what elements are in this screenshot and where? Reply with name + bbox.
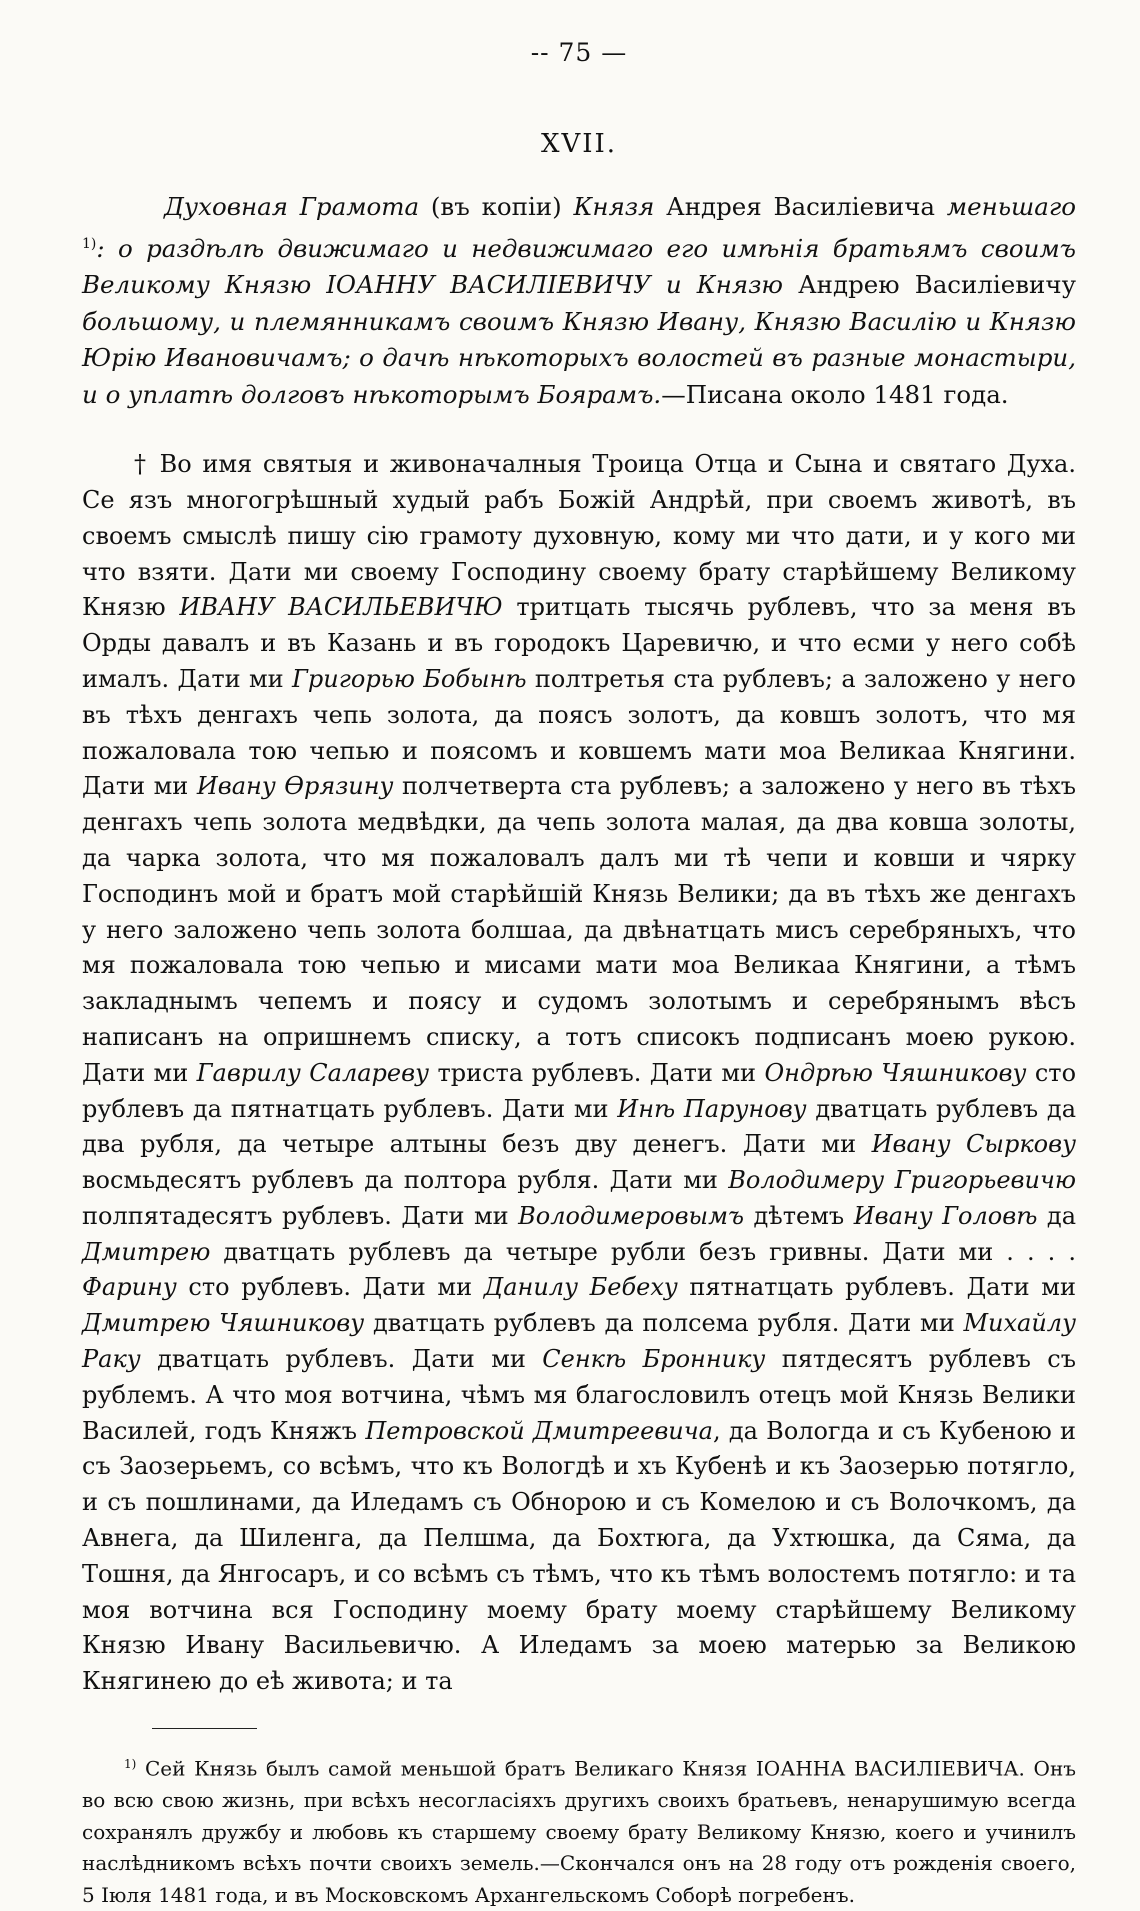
heading-part: —Писана около 1481 года. — [661, 379, 1009, 409]
heading-part: Андрея Василіевича — [654, 192, 947, 221]
person-name: Сенкѣ Броннику — [542, 1345, 766, 1374]
person-name: Дмитрею — [82, 1237, 211, 1266]
document-body — [82, 447, 1076, 1700]
body-text: дватцать рублевъ да полсема рубля. Дати ми — [364, 1309, 964, 1338]
body-text: , да Вологда и съ Кубеною и съ Заозерьемъ, со всѣмъ, что къ Вологдѣ и хъ Кубенѣ и къ Заозерью потягло, и съ пошлинами, да Иледамъ съ Обнорою и съ Комелою и съ Волочкомъ, да Авнега, да Шиленга, да Пелшма, да Бохтюга, да Ухтюшка, да Сяма, да Тошня, да Янгосаръ, и со всѣмъ съ тѣмъ, что къ тѣмъ волостемъ потягло: и та моя вотчина вся Господину моему брату моему старѣйшему Великому Князю Ивану Васильевичю. А Иледамъ за моею матерью за Великою Княгинею до еѣ живота; и та — [82, 1416, 1076, 1696]
body-text: тритцать тысячь рублевъ, что за меня въ Орды давалъ и въ Казань и въ городокъ Царевичю, и что есми у него собѣ ималъ. Дати ми — [82, 593, 1076, 693]
person-name: Данилу Бебеху — [483, 1273, 678, 1302]
heading-part: : о раздѣлѣ движимаго и недвижимаго его имѣнія братьямъ своимъ Великому Князю ІОАННУ ВАСИЛІЕВИЧУ и Князю — [82, 233, 1076, 300]
body-text: сто рублевъ да пятнатцать рублевъ. Дати ми — [82, 1058, 1077, 1123]
body-text: полтретья ста рублевъ; а заложено у него въ тѣхъ денгахъ чепь золота, да поясъ золотъ, да ковшъ золотъ, что мя пожаловала тою чепью и поясомъ и ковшемъ мати моа Великаа Княгини. Дати ми — [82, 664, 1076, 801]
person-name: Ивану Өрязину — [196, 772, 394, 801]
body-text: дватцать рублевъ да четыре рубли безъ гривны. Дати ми . . . . — [210, 1237, 1076, 1266]
heading-part: Андрею Василіевичу — [783, 270, 1076, 300]
body-text: дѣтемъ — [743, 1201, 854, 1230]
page-number: -- 75 — — [530, 38, 628, 67]
body-text: пятнатцать рублевъ. Дати ми — [677, 1273, 1076, 1302]
body-text: пятдесятъ рублевъ съ рублемъ. А что моя вотчина, чѣмъ мя благословилъ отецъ мой Князь Велики Василей, годъ Княжъ — [82, 1345, 1076, 1445]
body-text: полчетверта ста рублевъ; а заложено у него въ тѣхъ денгахъ чепь золота медвѣдки, да чепь золота малая, да два ковша золоты, да чарка золота, что мя пожаловалъ далъ ми тѣ чепи и ковши и чярку Господинъ мой и братъ мой старѣйшій Князь Велики; да въ тѣхъ же денгахъ у него заложено чепь золота болшаа, да двѣнатцать мисъ серебряныхъ, что мя пожаловала тою чепью и мисами мати моа Великаа Княгини, а тѣмъ закладнымъ чепемъ и поясу и судомъ золотымъ и серебрянымъ вѣсъ написанъ на опришнемъ списку, а тотъ списокъ подписанъ моею рукою. Дати ми — [82, 772, 1076, 1087]
person-name: Петровской Дмитреевича — [365, 1416, 713, 1445]
heading-part: меньшаго — [946, 192, 1077, 221]
footnote — [82, 1749, 1076, 1911]
heading-part: большому, и племянникамъ своимъ Князю Ивану, Князю Василію и Князю Юрію Ивановичамъ; о дачѣ нѣкоторыхъ волостей въ разные монастыри, и о уплатѣ долговъ нѣкоторымъ Боярамъ. — [82, 306, 1076, 409]
body-text: сто рублевъ. Дати ми — [176, 1273, 484, 1302]
document-heading — [82, 189, 1076, 413]
body-text: дватцать рублевъ. Дати ми — [140, 1345, 543, 1374]
heading-part: Князя — [573, 192, 655, 221]
footnote-text: Сей Князь былъ самой меньшой братъ Великаго Князя ІОАННА ВАСИЛІЕВИЧА. Онъ во всю свою жизнь, при всѣхъ несогласіяхъ другихъ своихъ братьевъ, ненарушимую всегда сохранялъ дружбу и любовь къ старшему своему брату Великому Князю, коего и учинилъ наслѣдникомъ всѣхъ почти своихъ земель.—Скончался онъ на 28 году отъ рожденія своего, 5 Іюля 1481 года, и въ Московскомъ Архангельскомъ Соборѣ погребенъ. — [82, 1756, 1076, 1907]
person-name: Григорью Бобынѣ — [292, 664, 527, 693]
person-name: Гаврилу Салареву — [196, 1058, 430, 1087]
person-name: Володимеру Григорьевичю — [728, 1166, 1077, 1195]
footnote-reference: 1) — [82, 235, 97, 252]
person-name: Инѣ Парунову — [617, 1094, 807, 1123]
person-name: Ивану Сыркову — [871, 1130, 1076, 1159]
heading-part: Духовная Грамота — [164, 192, 420, 221]
body-text: полпятадесятъ рублевъ. Дати ми — [82, 1201, 519, 1230]
person-name: Дмитрею Чяшникову — [82, 1309, 365, 1338]
person-name: Михайлу Раку — [82, 1309, 1076, 1374]
heading-part: (въ копіи) — [419, 192, 574, 221]
person-name: Ондрѣю Чяшникову — [764, 1058, 1027, 1087]
section-number: XVII. — [540, 129, 618, 159]
person-name: ИВАНУ ВАСИЛЬЕВИЧЮ — [179, 593, 503, 622]
footnote-marker: 1) — [124, 1757, 137, 1772]
person-name: Ивану Головѣ — [853, 1201, 1038, 1230]
body-text: дватцать рублевъ да два рубля, да четыре алтыны безъ дву денегъ. Дати ми — [82, 1094, 1076, 1159]
body-text: † Во имя святыя и живоначалныя Троица Отца и Сына и святаго Духа. Се язъ многогрѣшный худый рабъ Божій Андрѣй, при своемъ животѣ, въ своемъ смыслѣ пишу сію грамоту духовную, кому ми что дати, и у кого ми что взяти. Дати ми своему Господину своему брату старѣйшему Великому Князю — [82, 450, 1076, 622]
footnote-divider — [152, 1728, 257, 1729]
body-text: триста рублевъ. Дати ми — [429, 1058, 765, 1087]
body-text: да — [1037, 1201, 1076, 1230]
person-name: Володимеровымъ — [518, 1201, 744, 1230]
body-text: восмьдесятъ рублевъ да полтора рубля. Дати ми — [82, 1166, 729, 1195]
person-name: Фарину — [82, 1273, 177, 1302]
